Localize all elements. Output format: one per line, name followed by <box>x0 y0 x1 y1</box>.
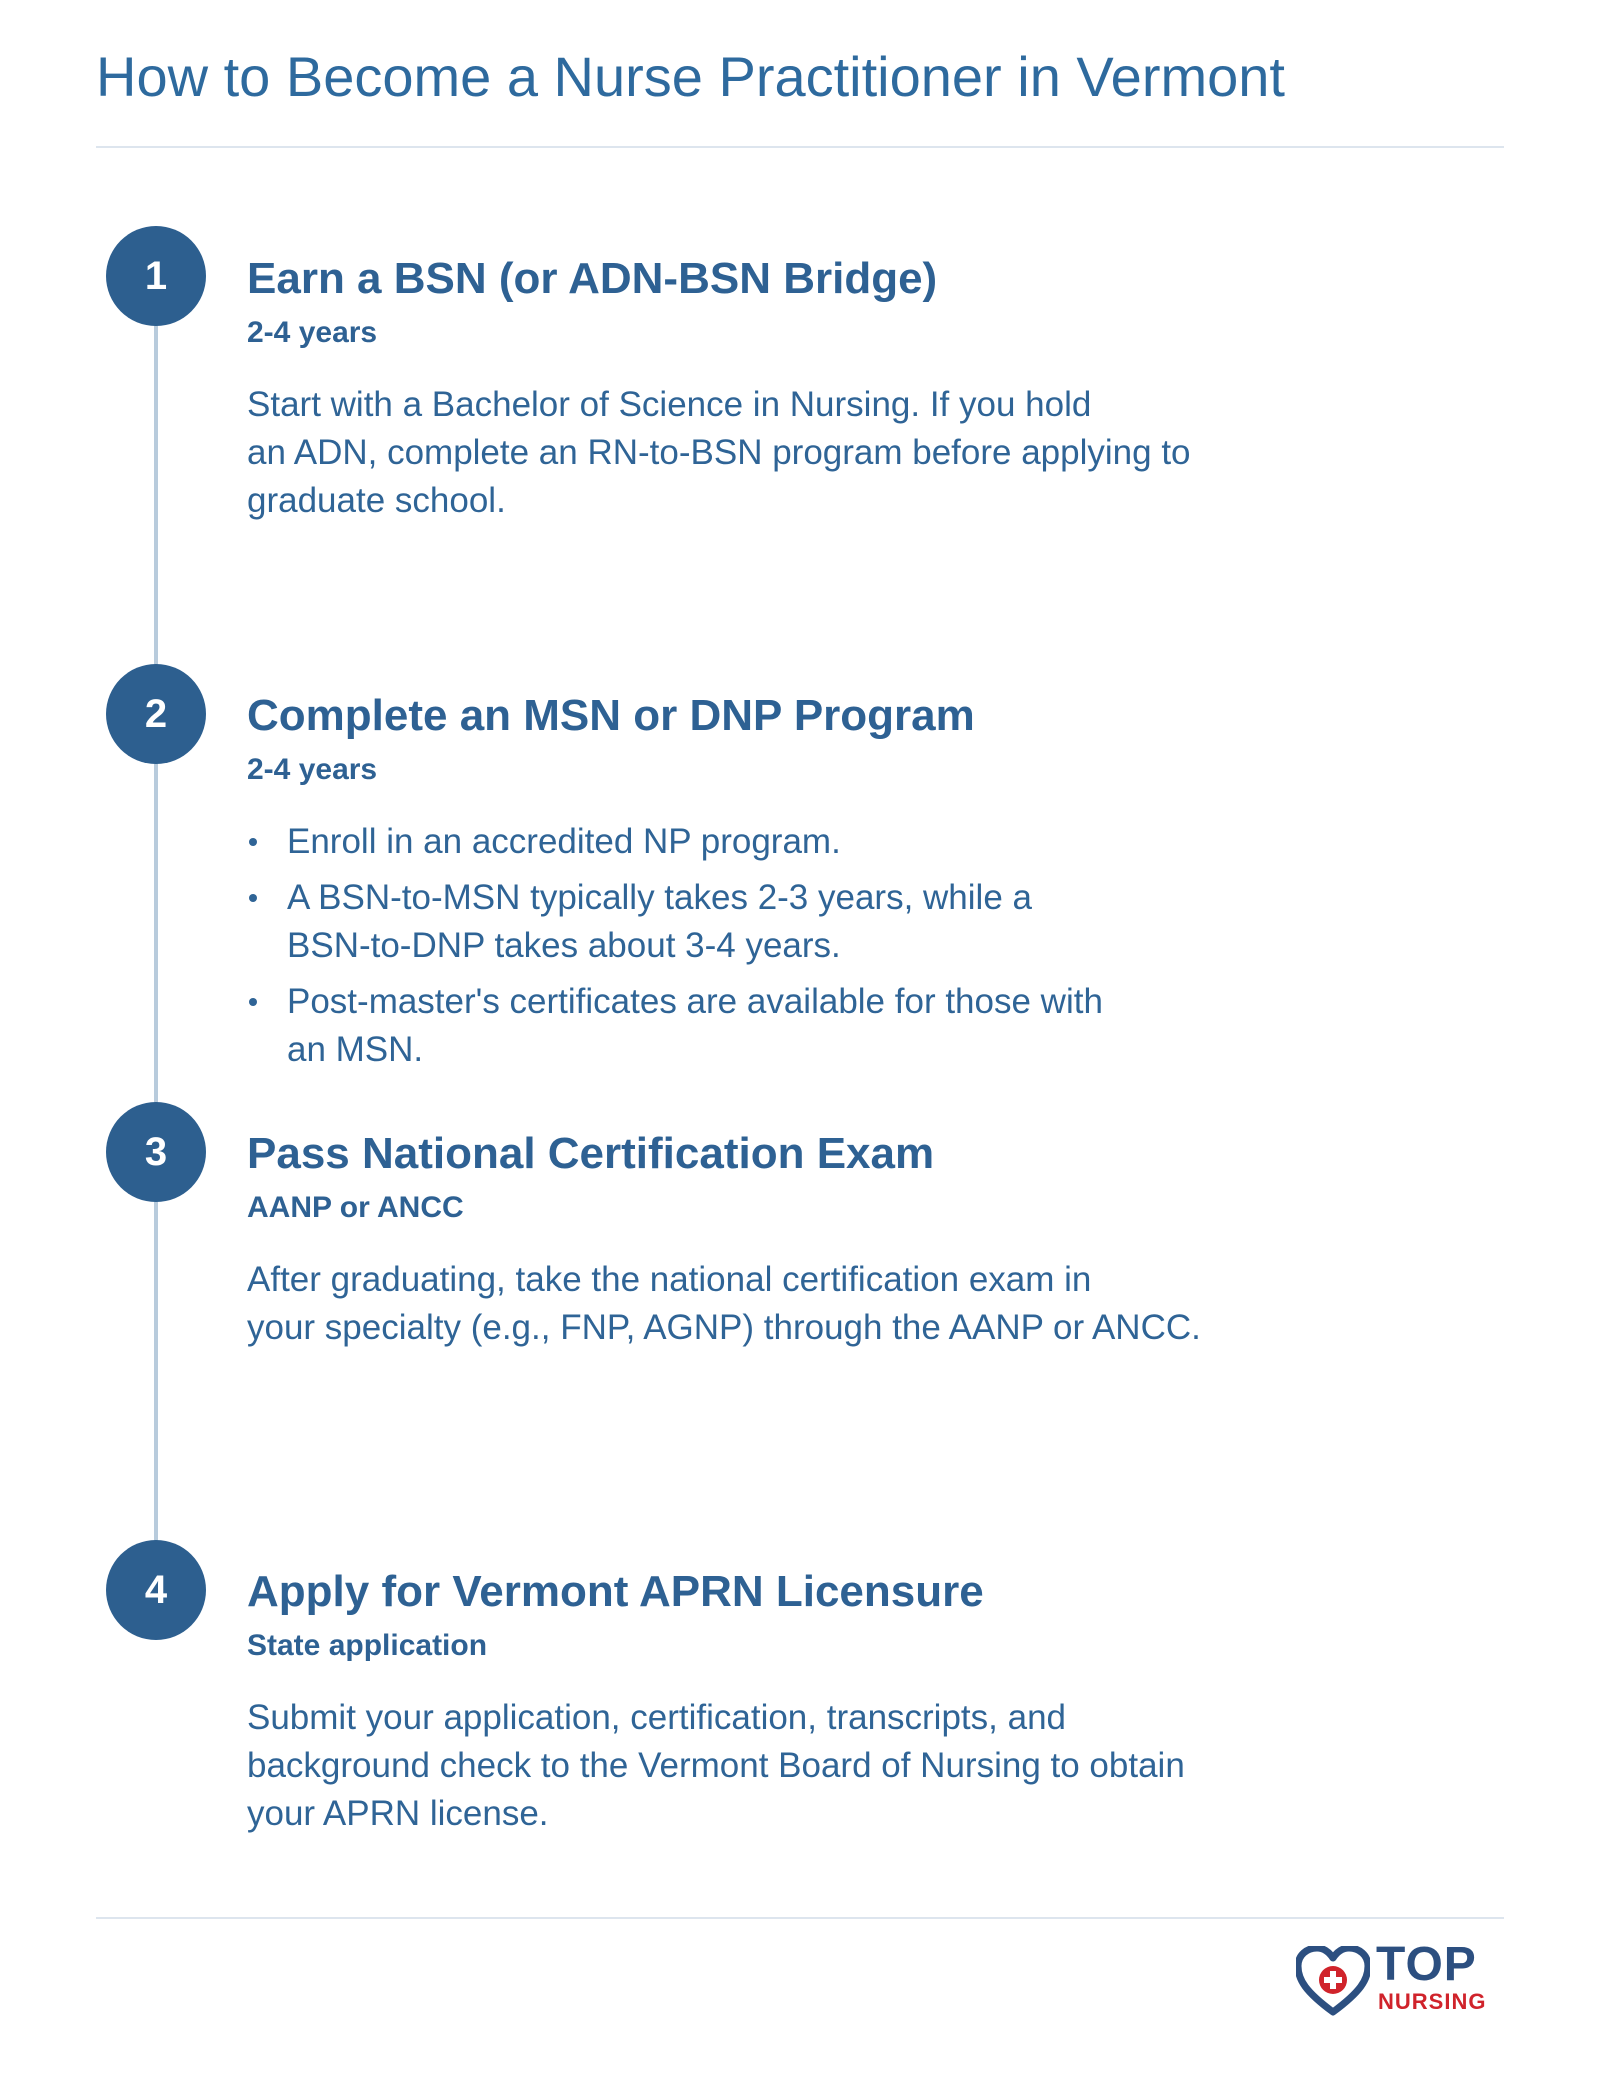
step-bullet-list <box>247 818 1367 1074</box>
list-item <box>247 818 1367 866</box>
step-number-badge: 2 <box>106 664 206 764</box>
description-line: your APRN license. <box>247 1794 549 1833</box>
description-line: After graduating, take the national certification exam in <box>247 1260 1092 1299</box>
description-line: your specialty (e.g., FNP, AGNP) through the AANP or ANCC. <box>247 1308 1201 1347</box>
step-title: Pass National Certification Exam <box>247 1129 935 1178</box>
description-line: an ADN, complete an RN-to-BSN program before applying to <box>247 433 1191 472</box>
description-line: Start with a Bachelor of Science in Nursing. If you hold <box>247 385 1092 424</box>
step-number-badge: 4 <box>106 1540 206 1640</box>
step-4 <box>247 1566 1367 1838</box>
description-line: background check to the Vermont Board of Nursing to obtain <box>247 1746 1185 1785</box>
bullet-line: Post-master's certificates are available for those with <box>287 982 1103 1021</box>
step-title: Earn a BSN (or ADN-BSN Bridge) <box>247 254 938 303</box>
list-item <box>247 874 1367 970</box>
description-line: Submit your application, certification, transcripts, and <box>247 1698 1066 1737</box>
step-duration: 2-4 years <box>247 753 378 786</box>
step-2 <box>247 690 1367 1082</box>
page-title: How to Become a Nurse Practitioner in Vermont <box>96 45 1285 108</box>
list-item <box>247 978 1367 1074</box>
step-description <box>247 1256 1347 1352</box>
bullet-line: an MSN. <box>287 1030 424 1069</box>
step-1 <box>247 253 1367 525</box>
step-title: Complete an MSN or DNP Program <box>247 691 975 740</box>
description-line: graduate school. <box>247 481 506 520</box>
logo-top-text: TOP <box>1376 1938 1477 1991</box>
top-nursing-logo <box>1296 1938 1506 2018</box>
bullet-line: A BSN-to-MSN typically takes 2-3 years, while a <box>287 878 1032 917</box>
step-title: Apply for Vermont APRN Licensure <box>247 1567 984 1616</box>
step-3 <box>247 1128 1367 1352</box>
step-number-badge: 3 <box>106 1102 206 1202</box>
bullet-line: BSN-to-DNP takes about 3-4 years. <box>287 926 841 965</box>
heart-cross-icon <box>1296 1946 1370 2016</box>
bullet-line: Enroll in an accredited NP program. <box>287 822 841 861</box>
bottom-divider <box>96 1917 1504 1919</box>
timeline-line <box>154 280 158 1580</box>
step-duration: 2-4 years <box>247 316 378 349</box>
step-description <box>247 381 1347 525</box>
logo-nursing-text: NURSING <box>1378 1989 1487 2014</box>
step-number-badge: 1 <box>106 226 206 326</box>
step-subtitle: AANP or ANCC <box>247 1191 464 1224</box>
top-divider <box>96 146 1504 148</box>
step-subtitle: State application <box>247 1629 488 1662</box>
step-description <box>247 1694 1347 1838</box>
